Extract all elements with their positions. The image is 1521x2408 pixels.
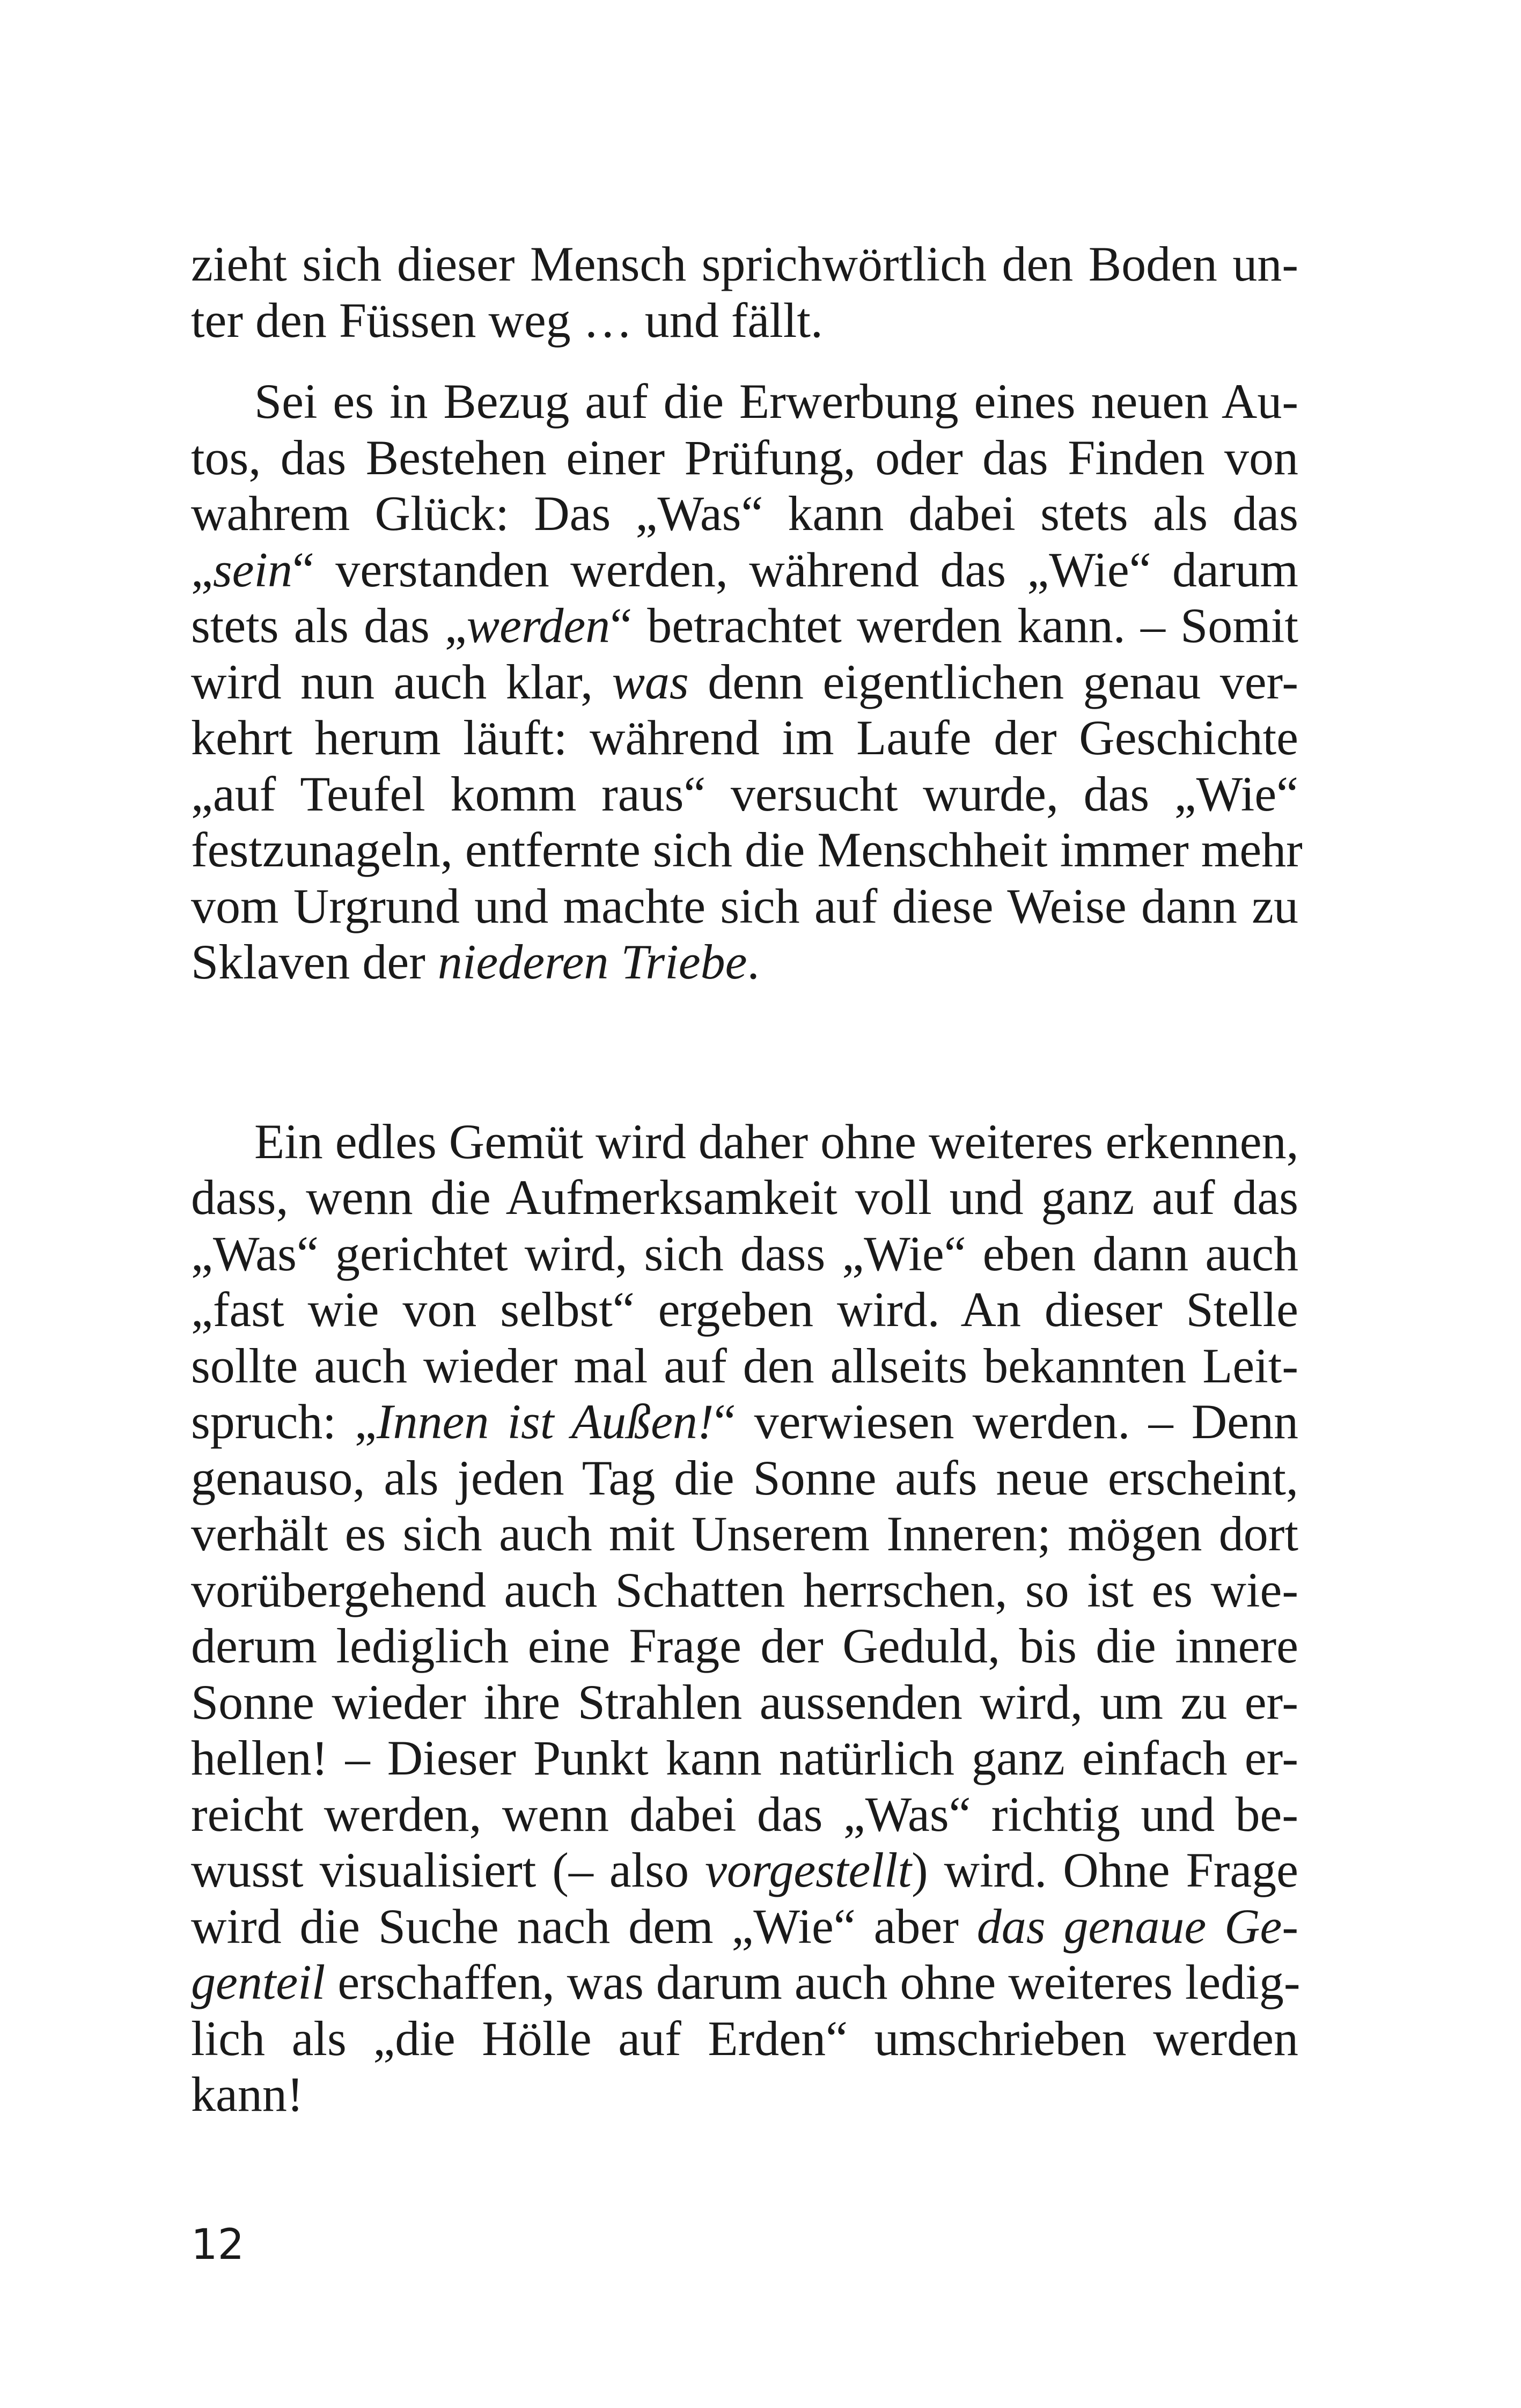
text-run: reicht werden, wenn dabei das „Was“ richtig und be- [191,1786,1298,1842]
text-run: kehrt herum läuft: während im Laufe der Geschichte [191,710,1298,765]
text-run: spruch: „ [191,1394,377,1449]
text-run: kann! [191,2067,304,2122]
text-line [191,1226,1298,1282]
page-number: 12 [191,2221,245,2269]
text-run: „fast wie von selbst“ ergeben wird. An dieser Stelle [191,1282,1298,1337]
text-line [191,1898,1298,1955]
text-line [191,1786,1298,1843]
text-line [191,292,1298,349]
text-run: ter den Füssen weg … und fällt. [191,292,823,348]
paragraph-2 [191,373,1303,990]
text-run: ) wird. Ohne Frage [912,1843,1298,1897]
text-run: verhält es sich auch mit Unserem Inneren; mögen dort [191,1506,1298,1561]
text-run: wahrem Glück: Das „Was“ kann dabei stets als das [191,486,1298,541]
text-line [191,766,1298,822]
text-run: genauso, als jeden Tag die Sonne aufs neue erscheint, [191,1450,1298,1505]
text-run: stets als das „ [191,598,467,653]
text-line [191,1618,1298,1674]
paragraph-1 [191,236,1298,348]
text-run: wird nun auch klar, [191,654,612,709]
text-line [191,822,1303,878]
paragraph-gap [191,348,1298,373]
text-line [191,1562,1298,1618]
text-line [191,1282,1298,1338]
text-line [191,1338,1298,1394]
text-run: erschaffen, was darum auch ohne weiteres ledig- [325,1955,1300,2009]
text-run: „ [191,542,213,597]
text-line [191,654,1298,710]
text-run: dass, wenn die Aufmerksamkeit voll und ganz auf das [191,1170,1298,1225]
italic-text: sein [212,542,293,597]
text-run: Sklaven der [191,934,438,989]
text-line [191,1450,1298,1506]
text-run: festzunageln, entfernte sich die Menschheit immer mehr [191,822,1303,877]
page-body [191,236,1303,2123]
text-run: denn eigentlichen genau ver- [688,654,1298,709]
text-line [191,878,1298,934]
paragraph-3 [191,1114,1298,2123]
italic-text: vorgestellt [705,1843,912,1897]
text-run: wird die Suche nach dem „Wie“ aber [191,1898,977,1954]
text-line [191,430,1298,486]
text-line [191,710,1298,766]
text-line [191,1674,1298,1730]
text-line [191,1114,1298,1170]
text-run: . [747,934,760,989]
italic-text: genteil [191,1955,326,2009]
text-line [191,542,1298,598]
text-run: wusst visualisiert (– also [191,1843,706,1897]
section-gap [191,990,1298,1114]
text-run: Sonne wieder ihre Strahlen aussenden wird, um zu er- [191,1674,1298,1729]
text-line [191,1169,1298,1226]
italic-text: werden [466,598,611,653]
text-run: lich als „die Hölle auf Erden“ umschrieben werden [191,2011,1298,2066]
text-run: “ betrachtet werden kann. – Somit [610,598,1298,653]
text-line [191,2066,1298,2123]
text-line [191,598,1298,654]
text-run: tos, das Bestehen einer Prüfung, oder das Finden von [191,430,1298,485]
text-run: “ verwiesen werden. – Denn [714,1394,1299,1449]
text-line [191,1954,1298,2011]
text-run: sollte auch wieder mal auf den allseits bekannten Leit- [191,1338,1298,1393]
text-run: Sei es in Bezug auf die Erwerbung eines neuen Au- [254,374,1298,429]
text-line [191,2011,1298,2067]
italic-text: das genaue Ge- [976,1898,1298,1954]
text-run: Ein edles Gemüt wird daher ohne weiteres erkennen, [254,1114,1299,1169]
text-line [191,236,1298,292]
italic-text: was [612,654,689,709]
text-line [191,1730,1298,1786]
text-run: vorübergehend auch Schatten herrschen, so ist es wie- [191,1562,1298,1617]
text-run: „Was“ gerichtet wird, sich dass „Wie“ eben dann auch [191,1226,1298,1281]
text-line [191,934,1298,990]
text-line [191,1394,1298,1450]
text-line [191,485,1298,542]
text-run: zieht sich dieser Mensch sprichwörtlich den Boden un- [191,237,1298,291]
text-run: hellen! – Dieser Punkt kann natürlich ganz einfach er- [191,1730,1298,1785]
italic-text: Innen ist Außen! [376,1394,714,1449]
text-run: vom Urgrund und machte sich auf diese Weise dann zu [191,878,1298,933]
text-run: “ verstanden werden, während das „Wie“ darum [292,542,1298,597]
text-line [191,1842,1298,1898]
italic-text: niederen Triebe [437,934,747,989]
text-run: derum lediglich eine Frage der Geduld, bis die innere [191,1618,1298,1673]
text-line [191,373,1298,430]
text-run: „auf Teufel komm raus“ versucht wurde, das „Wie“ [191,766,1298,821]
text-line [191,1506,1298,1562]
